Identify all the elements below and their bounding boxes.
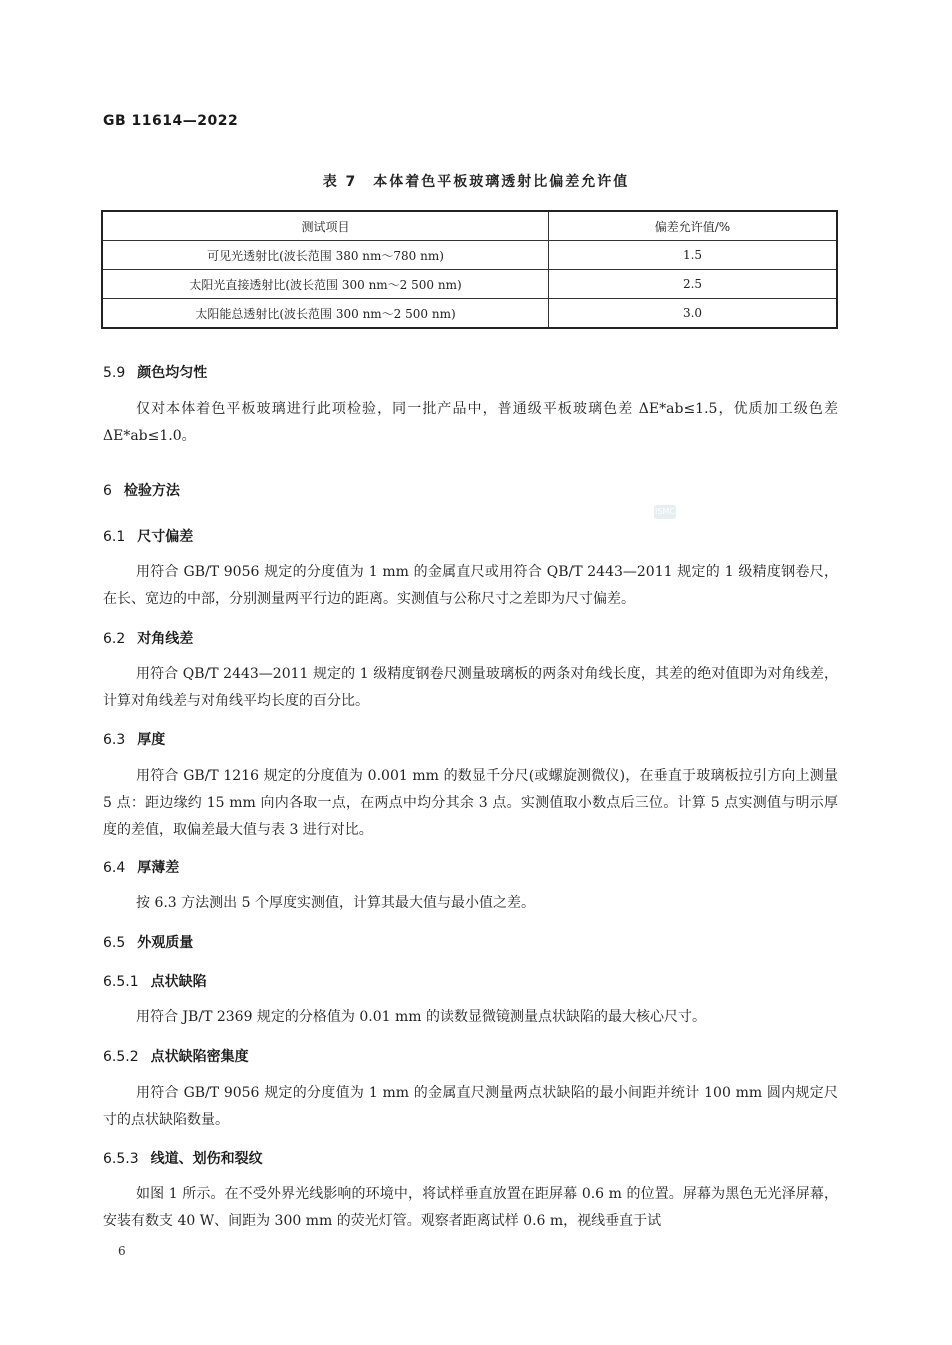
section-title: 颜色均匀性 [137,365,208,381]
table-cell: 3.0 [549,299,838,329]
paragraph: 用符合 GB/T 9056 规定的分度值为 1 mm 的金属直尺测量两点状缺陷的最小间距并统计 100 mm 圆内规定尺寸的点状缺陷数量。 [103,1085,838,1128]
table-row [102,270,837,299]
table-row [102,241,837,270]
paragraph: 用符合 JB/T 2369 规定的分格值为 0.01 mm 的读数显微镜测量点状缺陷的最大核心尺寸。 [136,1009,707,1025]
paragraph: 仅对本体着色平板玻璃进行此项检验，同一批产品中，普通级平板玻璃色差 ΔE*ab≤1.5，优质加工级色差 ΔE*ab≤1.0。 [103,401,838,444]
section-heading [103,1046,249,1066]
paragraph: 如图 1 所示。在不受外界光线影响的环境中，将试样垂直放置在距屏幕 0.6 m 的位置。屏幕为黑色无光泽屏幕，安装有数支 40 W、间距为 300 mm 的荧光灯管。观察者距离试样 0.6 m，视线垂直于试 [103,1186,838,1229]
section-title: 尺寸偏差 [137,529,194,545]
table-row [102,299,837,329]
section-number: 6.5 [103,935,126,951]
section-number: 6.5.3 [103,1151,139,1167]
section-number: 6 [103,483,112,499]
section-title: 检验方法 [123,483,180,499]
section-heading [103,932,193,952]
table-cell: 太阳能总透射比(波长范围 300 nm～2 500 nm) [102,299,549,329]
table-caption: 表 7 本体着色平板玻璃透射比偏差允许值 [322,174,630,190]
section-heading [103,1148,263,1168]
section-number: 6.4 [103,860,126,876]
table-cell: 1.5 [549,241,838,270]
section-number: 6.3 [103,732,126,748]
section-heading [103,729,165,749]
section-heading [103,857,179,877]
section-title: 线道、划伤和裂纹 [150,1151,263,1167]
paragraph: 用符合 QB/T 2443—2011 规定的 1 级精度钢卷尺测量玻璃板的两条对角线长度，其差的绝对值即为对角线差，计算对角线差与对角线平均长度的百分比。 [103,666,838,709]
section-heading [103,971,207,991]
paragraph: 按 6.3 方法测出 5 个厚度实测值，计算其最大值与最小值之差。 [136,895,535,911]
section-number: 6.1 [103,529,126,545]
watermark-logo: ISMC [654,505,676,519]
section-title: 点状缺陷密集度 [150,1049,249,1065]
section-heading [103,526,193,546]
section-title: 对角线差 [137,631,194,647]
section-number: 6.5.2 [103,1049,139,1065]
section-heading [103,362,207,382]
paragraph: 用符合 GB/T 9056 规定的分度值为 1 mm 的金属直尺或用符合 QB/T 2443—2011 规定的 1 级精度钢卷尺，在长、宽边的中部，分别测量两平行边的距离。实测值与公称尺寸之差即为尺寸偏差。 [103,564,838,607]
table-cell: 可见光透射比(波长范围 380 nm～780 nm) [102,241,549,270]
table-cell: 太阳光直接透射比(波长范围 300 nm～2 500 nm) [102,270,549,299]
section-title: 外观质量 [137,935,194,951]
tolerance-table [101,210,838,329]
page-number: 6 [118,1244,126,1258]
section-heading [103,628,193,648]
table-cell: 2.5 [549,270,838,299]
section-number: 5.9 [103,365,126,381]
table-header-cell: 测试项目 [102,211,549,241]
paragraph: 用符合 GB/T 1216 规定的分度值为 0.001 mm 的数显千分尺(或螺旋测微仪)，在垂直于玻璃板拉引方向上测量 5 点：距边缘约 15 mm 向内各取一点，在两点中均分其余 3 点。实测值取小数点后三位。计算 5 点实测值与明示厚度的差值，取偏差最大值与表 3 进行对比。 [103,768,838,838]
section-number: 6.5.1 [103,974,139,990]
section-number: 6.2 [103,631,126,647]
table-header-row [102,211,837,241]
section-title: 点状缺陷 [150,974,207,990]
standard-header: GB 11614—2022 [103,113,239,129]
table-header-cell: 偏差允许值/% [549,211,838,241]
section-heading [103,480,180,500]
section-title: 厚薄差 [137,860,180,876]
section-title: 厚度 [137,732,166,748]
